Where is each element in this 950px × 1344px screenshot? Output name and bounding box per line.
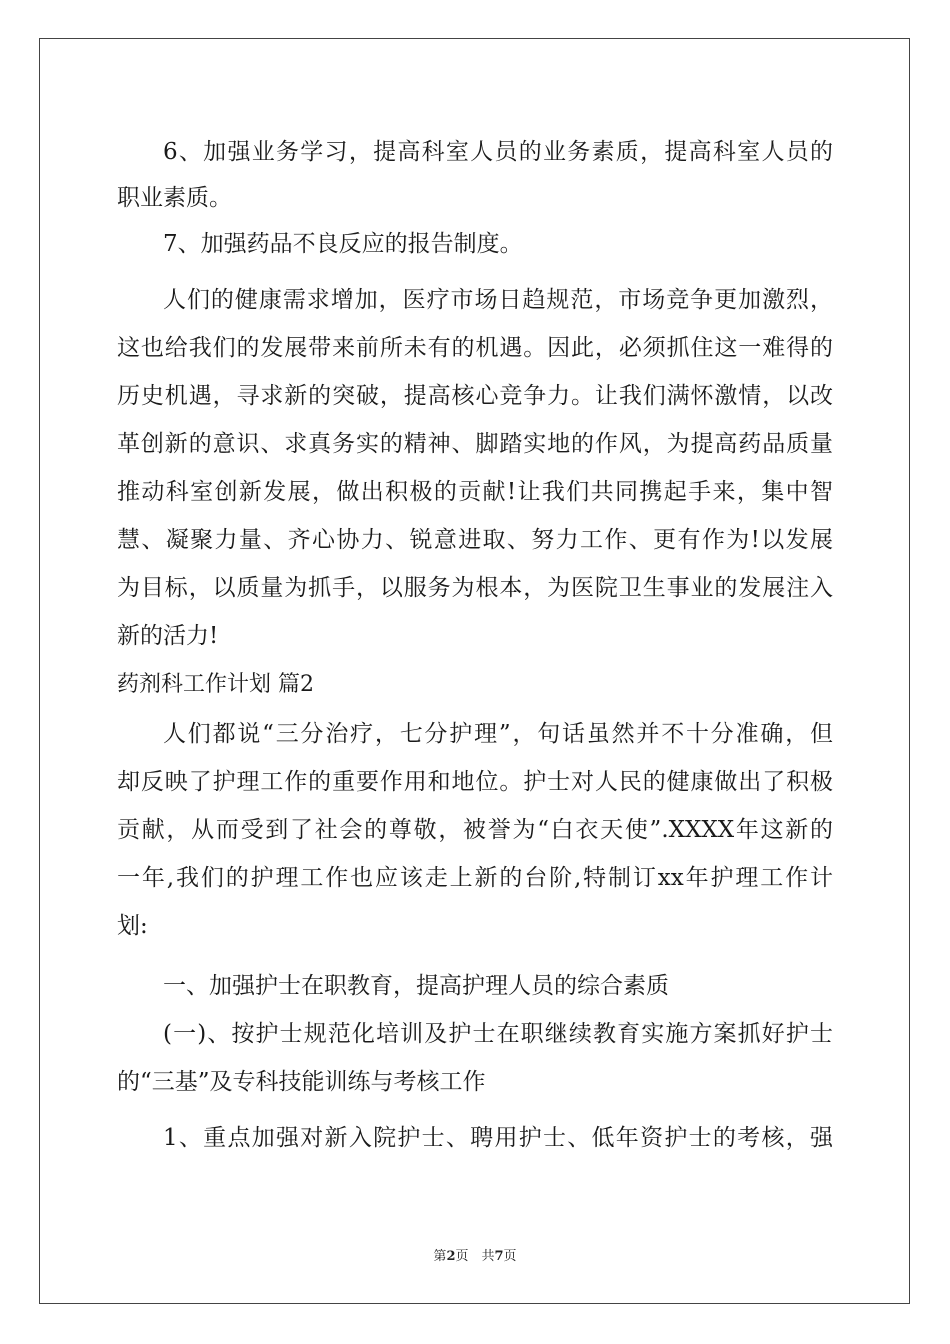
paragraph-line: 1、重点加强对新入院护士、聘用护士、低年资护士的考核，强 (163, 1125, 833, 1151)
paragraph-line: 革创新的意识、求真务实的精神、脚踏实地的作风，为提高药品质量 (117, 431, 833, 457)
current-page-number: 2 (446, 1249, 456, 1264)
paragraph-line: 历史机遇，寻求新的突破，提高核心竞争力。让我们满怀激情，以改 (117, 383, 833, 409)
paragraph-line: 职业素质。 (117, 185, 232, 211)
paragraph-line: 为目标，以质量为抓手，以服务为根本，为医院卫生事业的发展注入 (117, 575, 833, 601)
paragraph-line: 推动科室创新发展，做出积极的贡献!让我们共同携起手来，集中智 (117, 479, 833, 505)
section-heading: 药剂科工作计划 篇2 (117, 672, 314, 697)
page-mid: 页 共 (455, 1249, 495, 1264)
paragraph-line: 的“三基”及专科技能训练与考核工作 (117, 1069, 486, 1095)
paragraph-line: (一)、按护士规范化培训及护士在职继续教育实施方案抓好护士 (163, 1021, 833, 1047)
paragraph-line: 一、加强护士在职教育，提高护理人员的综合素质 (163, 973, 669, 999)
paragraph-line: 6、加强业务学习，提高科室人员的业务素质，提高科室人员的 (163, 139, 833, 165)
paragraph-line: 慧、凝聚力量、齐心协力、锐意进取、努力工作、更有作为!以发展 (117, 527, 833, 553)
paragraph-line: 人们都说“三分治疗，七分护理”，句话虽然并不十分准确，但 (163, 721, 833, 747)
paragraph-line: 新的活力! (117, 623, 219, 649)
paragraph-line: 一年,我们的护理工作也应该走上新的台阶,特制订xx年护理工作计 (117, 865, 833, 891)
page-footer (0, 1245, 950, 1264)
paragraph-line: 这也给我们的发展带来前所未有的机遇。因此，必须抓住这一难得的 (117, 335, 833, 361)
paragraph-line: 人们的健康需求增加，医疗市场日趋规范，市场竞争更加激烈， (163, 287, 833, 313)
paragraph-line: 划: (117, 913, 148, 939)
paragraph-line: 却反映了护理工作的重要作用和地位。护士对人民的健康做出了积极 (117, 769, 833, 795)
page-suffix: 页 (503, 1249, 517, 1264)
paragraph-line: 贡献，从而受到了社会的尊敬，被誉为“白衣天使”.XXXX年这新的 (117, 817, 833, 843)
total-page-number: 7 (494, 1249, 504, 1264)
paragraph-line: 7、加强药品不良反应的报告制度。 (163, 231, 523, 257)
page-prefix: 第 (433, 1249, 447, 1264)
